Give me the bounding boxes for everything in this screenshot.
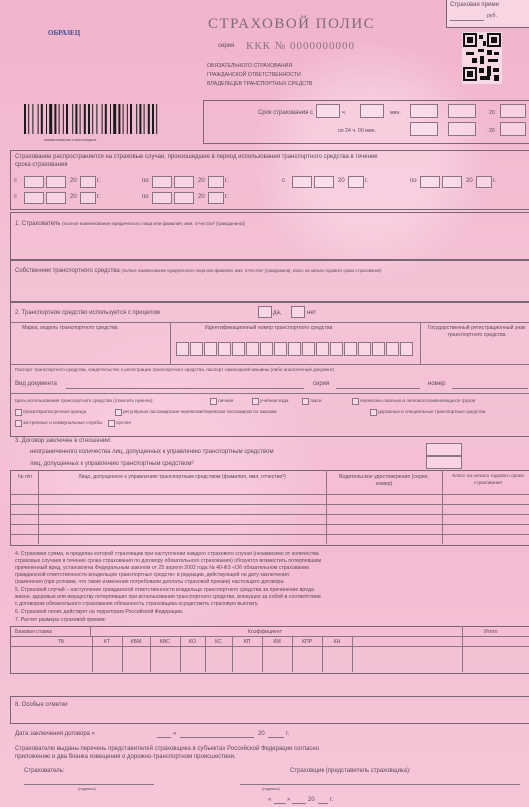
- premium-total-divider: [462, 626, 463, 672]
- premium-head-divider: [90, 626, 91, 636]
- purpose-item-label: регулярные пассажирские перевозки/перевозки пассажиров по заказам: [123, 409, 277, 414]
- period-day[interactable]: [24, 176, 44, 188]
- period-text-2: срока страхования: [15, 162, 68, 168]
- note-4a: 4. Страховая сумма, в пределах которой страховщик при наступлении каждого страхового случая (независимо от количества: [15, 551, 319, 557]
- vin-cell[interactable]: [288, 342, 301, 356]
- period-month[interactable]: [174, 176, 194, 188]
- period-prefix: по: [142, 194, 149, 200]
- barcode-bar: [136, 104, 137, 134]
- period-day[interactable]: [420, 176, 440, 188]
- purpose-checkbox[interactable]: [108, 420, 115, 427]
- period-year-prefix: 20: [70, 194, 77, 200]
- barcode: [22, 104, 162, 134]
- period-month[interactable]: [442, 176, 462, 188]
- vin-cell[interactable]: [218, 342, 231, 356]
- period-year[interactable]: [208, 176, 224, 188]
- drivers-col-num: № п/п: [17, 474, 33, 480]
- barcode-bar: [139, 104, 141, 134]
- vin-cell[interactable]: [316, 342, 329, 356]
- table-row: [10, 534, 529, 535]
- period-year-prefix: 20: [70, 178, 77, 184]
- owner-label: Собственник транспортного средства (полное наименование юридического лица или фамилия, имя, отчество² (гражданина), класс на начало годового срока страхования): [15, 268, 382, 274]
- barcode-bar: [118, 104, 120, 134]
- make-label: Марка, модель транспортного средства: [22, 325, 118, 331]
- trailer-no-box[interactable]: [291, 306, 305, 318]
- vin-cell[interactable]: [246, 342, 259, 356]
- term-label: Срок страхования с: [258, 110, 314, 116]
- barcode-bar: [54, 104, 56, 134]
- vin-cell[interactable]: [274, 342, 287, 356]
- period-year[interactable]: [80, 176, 96, 188]
- premium-col-тб: ТБ: [57, 639, 65, 645]
- vin-cell[interactable]: [372, 342, 385, 356]
- period-g: г.: [225, 178, 229, 184]
- drivers-col-name: Лицо, допущенное к управлению транспортным средством (фамилия, имя, отчество²): [78, 474, 286, 480]
- trailer-yes-box[interactable]: [258, 306, 272, 318]
- barcode-bar: [38, 104, 39, 134]
- period-year-prefix: 20: [198, 178, 205, 184]
- vin-cell[interactable]: [386, 342, 399, 356]
- barcode-bar: [63, 104, 64, 134]
- vin-cell[interactable]: [260, 342, 273, 356]
- premium-label: Страховая преми: [450, 2, 499, 8]
- period-year-prefix: 20: [338, 178, 345, 184]
- series-number: ККК № 0000000000: [246, 40, 356, 52]
- period-day[interactable]: [152, 176, 172, 188]
- period-year[interactable]: [208, 192, 224, 204]
- barcode-bar: [72, 104, 73, 134]
- regnum-label: Государственный регистрационный знак транспортного средства: [427, 325, 526, 338]
- barcode-bar: [96, 104, 97, 134]
- premium-coef: Коэффициент: [248, 629, 282, 635]
- trailer-label: 2. Транспортное средство используется с прицепом: [15, 310, 160, 316]
- premium-col-квс: КВС: [159, 639, 171, 645]
- note-4d: гражданской ответственности владельцев транспортных средств» в редакции, действующей на дату заключения: [15, 572, 289, 578]
- period-prefix: по: [142, 178, 149, 184]
- period-day[interactable]: [152, 192, 172, 204]
- term-day[interactable]: [410, 104, 438, 118]
- premium-col-кп: КП: [243, 639, 251, 645]
- period-g: г.: [97, 194, 101, 200]
- vin-cell[interactable]: [344, 342, 357, 356]
- purpose-item-label: учебная езда: [260, 398, 289, 403]
- period-month[interactable]: [314, 176, 334, 188]
- barcode-bar: [24, 104, 26, 134]
- sign-insurance-line[interactable]: [240, 784, 520, 785]
- premium-col-кн: КН: [333, 639, 341, 645]
- vin-cell[interactable]: [302, 342, 315, 356]
- series-label: серия: [218, 43, 235, 49]
- purpose-item-label: дорожные и специальные транспортные средства: [378, 409, 486, 414]
- barcode-bar: [92, 104, 93, 134]
- period-month[interactable]: [46, 192, 66, 204]
- note-4c: причиненный вред, установлена Федеральным законом от 25 апреля 2002 года № 40-ФЗ «Об обязательном страховании: [15, 565, 310, 571]
- insurer-label: 1. Страхователь (полное наименование юридического лица или фамилия, имя, отчество² (гражданина)): [15, 221, 246, 227]
- period-month[interactable]: [174, 192, 194, 204]
- barcode-bar: [110, 104, 111, 134]
- given-text-1: Страхователю выданы перечень представителей страховщика в субъектах Российской Федерации согласно: [15, 746, 320, 752]
- note-4b: страховых случаев в течение срока страхования по договору обязательного страхования) обязуется возместить потерпевшим: [15, 558, 322, 564]
- sample-stamp: ОБРАЗЕЦ: [48, 29, 81, 37]
- term-until-month[interactable]: [448, 122, 476, 136]
- special-label: 8. Особые отметки: [15, 702, 68, 708]
- vin-label: Идентификационный номер транспортного средства: [205, 325, 333, 331]
- unlimited-label: неограниченного количества лиц, допущенных к управлению транспортным средством: [30, 449, 274, 455]
- barcode-caption: наименование страховщика: [44, 137, 97, 142]
- premium-col-км: КМ: [273, 639, 281, 645]
- purpose-checkbox[interactable]: [15, 409, 22, 416]
- sign-insurer: Страхователь:: [24, 768, 65, 774]
- term-month[interactable]: [448, 104, 476, 118]
- note-5a: 5. Страховой случай – наступление гражданской ответственности владельца транспортного средства за причинение вреда: [15, 587, 314, 593]
- premium-col-кс: КС: [215, 639, 222, 645]
- purpose-label: Цель использования транспортного средства (отметить нужное):: [15, 398, 154, 403]
- period-prefix: с: [282, 178, 285, 184]
- barcode-bar: [102, 104, 103, 134]
- passport-label: Паспорт транспортного средства, свидетельство о регистрации транспортного средства, паспорт самоходной машины (либо аналогичный документ): [15, 367, 335, 372]
- note-5c: с договором обязательного страхования обязанность страховщика осуществить страховую выплату.: [15, 601, 259, 607]
- drivers-col-class: Класс на начало годового срока страхования: [452, 474, 524, 486]
- barcode-bar: [41, 104, 43, 134]
- premium-rub: руб.: [487, 13, 497, 19]
- barcode-bar: [130, 104, 132, 134]
- barcode-bar: [75, 104, 77, 134]
- persons-box[interactable]: [426, 456, 462, 469]
- date-label: Дата заключения договора «: [15, 731, 96, 737]
- barcode-bar: [32, 104, 33, 134]
- subtitle-3: ВЛАДЕЛЬЦЕВ ТРАНСПОРТНЫХ СРЕДСТВ: [207, 81, 313, 87]
- drivers-col-license: Водительское удостоверение (серия, номер): [339, 474, 429, 487]
- vin-cell[interactable]: [358, 342, 371, 356]
- period-text-1: Страхование распространяется на страховые случаи, произошедшие в период использования транспортного средства в течение: [15, 154, 378, 160]
- purpose-checkbox[interactable]: [15, 420, 22, 427]
- policy-form: Страховая преми руб. ОБРАЗЕЦ СТРАХОВОЙ ПОЛИС серия ККК № 0000000000 ОБЯЗАТЕЛЬНОГО СТРАХОВАНИЯ ГРАЖДАНСКОЙ ОТВЕТСТВЕННОСТИ ВЛАДЕЛЬЦЕВ ТРАНСПОРТНЫХ СРЕДСТВ наименование страховщика Срок страхования с ч. мин. 20 по 24 ч. 00 мин. 20 Страхование распространяется на страховые случаи, произошедшие в период использования транспортного средства в течение срока страхования 1. Страхователь (полное наименование юридического лица или фамилия, имя, отчество² (гражданина)) Собственник транспортного средства (полное наименование юридического лица или фамилия, имя, отчество² (гражданина), класс на начало годового срока страхования) 2. Транспортное средство используется с прицепом да, нет Марка, модель транспортного средства Идентификационный номер транспортного средства Государственный регистрационный знак транспортного средства Паспорт транспортного средства, свидетельство о регистрации транспортного средства, паспорт самоходной машины (либо аналогичный документ) Вид документа серия номер Цель использования транспортного средства (отметить нужное): 3. Договор заключен в отношении: неограниченного количества лиц, допущенных к управлению транспортным средством лиц, допущенных к управлению транспортным средством³ № п/п Лицо, допущенное к управлению транспортным средством (фамилия, имя, отчество²) Водительское удостоверение (серия, номер) Класс на начало годового срока страхования 4. Страховая сумма, в пределах которой страховщик при наступлении каждого страхового случая (независимо от количества страховых случаев в течение срока страхования по договору обязательного страхования) обязуется возместить потерпевшим причиненный вред, установлена Федеральным законом от 25 апреля 2002 года № 40-ФЗ «Об обязательном страховании гражданской ответственности владельцев транспортных средств» в редакции, действующей на дату заключения (изменения (при условии, что такие изменения потребовали доплаты страховой премии) настоящего договора. 5. Страховой случай – наступление гражданской ответственности владельца транспортного средства за причинение вреда жизни, здоровью или имуществу потерпевших при использовании транспортного средства, влекущее за собой в соответствии с договором обязательного страхования обязанность страховщика осуществить страховую выплату. 6. Страховой полис действует на территории Российской Федерации. 7. Расчет размера страховой премии: Базовая ставка Коэффициент Итого 8. Особые отметки Дата заключения договора « » 20 г. Страхователю выданы перечень представителей страховщика в субъектах Российской Федерации согласно приложению и два бланка извещения о дорожно-транспортном происшествии. Страхователь: (подпись) Страховщик (представитель страховщика): (подпись) « » 20 г. с 20 г. по 20 г. с 20 г. по 20 г. с 20 г. по 20 г. личная учебная езда такси перевозка опасных и легковоспламеняющихся грузов прокат/краткосрочная аренда регулярные пассажирские перевозки/перевозки пассажиров по заказам дорожные и специальные транспортные средства экстренные и коммунальные службы прочее ТБ КТ КБМ КВС КО КС КП КМ КПР КН: [0, 0, 529, 807]
- period-year[interactable]: [476, 176, 492, 188]
- purpose-checkbox[interactable]: [370, 409, 377, 416]
- policy-title: СТРАХОВОЙ ПОЛИС: [208, 16, 376, 32]
- vin-cell[interactable]: [330, 342, 343, 356]
- table-row: [10, 504, 529, 505]
- table-row: [10, 524, 529, 525]
- premium-col-кбм: КБМ: [130, 639, 142, 645]
- period-year-prefix: 20: [198, 194, 205, 200]
- period-day[interactable]: [24, 192, 44, 204]
- period-year[interactable]: [348, 176, 364, 188]
- purpose-item-label: личная: [218, 398, 234, 403]
- purpose-item-label: прочее: [116, 420, 131, 425]
- term-until-day[interactable]: [410, 122, 438, 136]
- barcode-bar: [152, 104, 154, 134]
- premium-col-ко: КО: [189, 639, 196, 645]
- period-month[interactable]: [46, 176, 66, 188]
- purpose-item-label: прокат/краткосрочная аренда: [23, 409, 87, 414]
- premium-col-кт: КТ: [103, 639, 111, 645]
- barcode-bar: [88, 104, 90, 134]
- barcode-bar: [148, 104, 150, 134]
- purpose-checkbox[interactable]: [302, 398, 309, 405]
- contract-label: 3. Договор заключен в отношении:: [15, 438, 112, 444]
- period-year-prefix: 20: [466, 178, 473, 184]
- sign-insurer-line[interactable]: [24, 784, 154, 785]
- period-g: г.: [493, 178, 497, 184]
- table-row: [10, 494, 529, 495]
- given-text-2: приложению и два бланка извещения о дорожно-транспортном происшествии.: [15, 754, 236, 760]
- term-until-year[interactable]: [500, 122, 526, 136]
- sign-insurance: Страховщик (представитель страховщика):: [290, 768, 411, 774]
- barcode-bar: [156, 104, 157, 134]
- table-row: [10, 514, 529, 515]
- vin-cell[interactable]: [400, 342, 413, 356]
- barcode-bar: [46, 104, 47, 134]
- period-g: г.: [225, 194, 229, 200]
- barcode-bar: [80, 104, 81, 134]
- term-year[interactable]: [500, 104, 526, 118]
- barcode-bar: [84, 104, 86, 134]
- barcode-bar: [127, 104, 128, 134]
- special-box: [10, 696, 529, 724]
- note-7: 7. Расчет размера страховой премии:: [15, 617, 106, 623]
- premium-base: Базовая ставка: [15, 629, 53, 635]
- persons-label: лиц, допущенных к управлению транспортным средством³: [30, 461, 194, 467]
- purpose-checkbox[interactable]: [210, 398, 217, 405]
- subtitle-1: ОБЯЗАТЕЛЬНОГО СТРАХОВАНИЯ: [207, 63, 293, 69]
- barcode-bar: [66, 104, 68, 134]
- vin-cell[interactable]: [176, 342, 189, 356]
- barcode-bar: [28, 104, 29, 134]
- note-4e: (изменения (при условии, что такие изменения потребовали доплаты страховой премии) настоящего договора.: [15, 579, 285, 585]
- purpose-item-label: экстренные и коммунальные службы: [23, 420, 103, 425]
- barcode-bar: [105, 104, 107, 134]
- barcode-bar: [59, 104, 60, 134]
- barcode-bar: [144, 104, 145, 134]
- vin-cell[interactable]: [232, 342, 245, 356]
- purpose-checkbox[interactable]: [115, 409, 122, 416]
- period-prefix: по: [410, 178, 417, 184]
- purpose-item-label: такси: [310, 398, 322, 403]
- premium-total: Итого: [484, 629, 498, 635]
- period-g: г.: [365, 178, 369, 184]
- purpose-checkbox[interactable]: [352, 398, 359, 405]
- period-day[interactable]: [292, 176, 312, 188]
- purpose-item-label: перевозка опасных и легковоспламеняющихся грузов: [360, 398, 476, 403]
- premium-col-divider: [352, 636, 353, 672]
- period-year[interactable]: [80, 192, 96, 204]
- note-5b: жизни, здоровью или имуществу потерпевших при использовании транспортного средства, влекущее за собой в соответствии: [15, 594, 321, 600]
- note-6: 6. Страховой полис действует на территории Российской Федерации.: [15, 609, 184, 615]
- period-prefix: с: [14, 178, 17, 184]
- vin-cell[interactable]: [204, 342, 217, 356]
- premium-col-кпр: КПР: [301, 639, 313, 645]
- qr-code: [462, 32, 502, 84]
- barcode-bar: [123, 104, 124, 134]
- unlimited-box[interactable]: [426, 443, 462, 456]
- barcode-bar: [113, 104, 116, 134]
- subtitle-2: ГРАЖДАНСКОЙ ОТВЕТСТВЕННОСТИ: [207, 72, 301, 78]
- vin-cell[interactable]: [190, 342, 203, 356]
- purpose-checkbox[interactable]: [252, 398, 259, 405]
- barcode-bar: [49, 104, 52, 134]
- term-hour[interactable]: [316, 104, 340, 118]
- period-g: г.: [97, 178, 101, 184]
- term-min[interactable]: [360, 104, 384, 118]
- period-prefix: с: [14, 194, 17, 200]
